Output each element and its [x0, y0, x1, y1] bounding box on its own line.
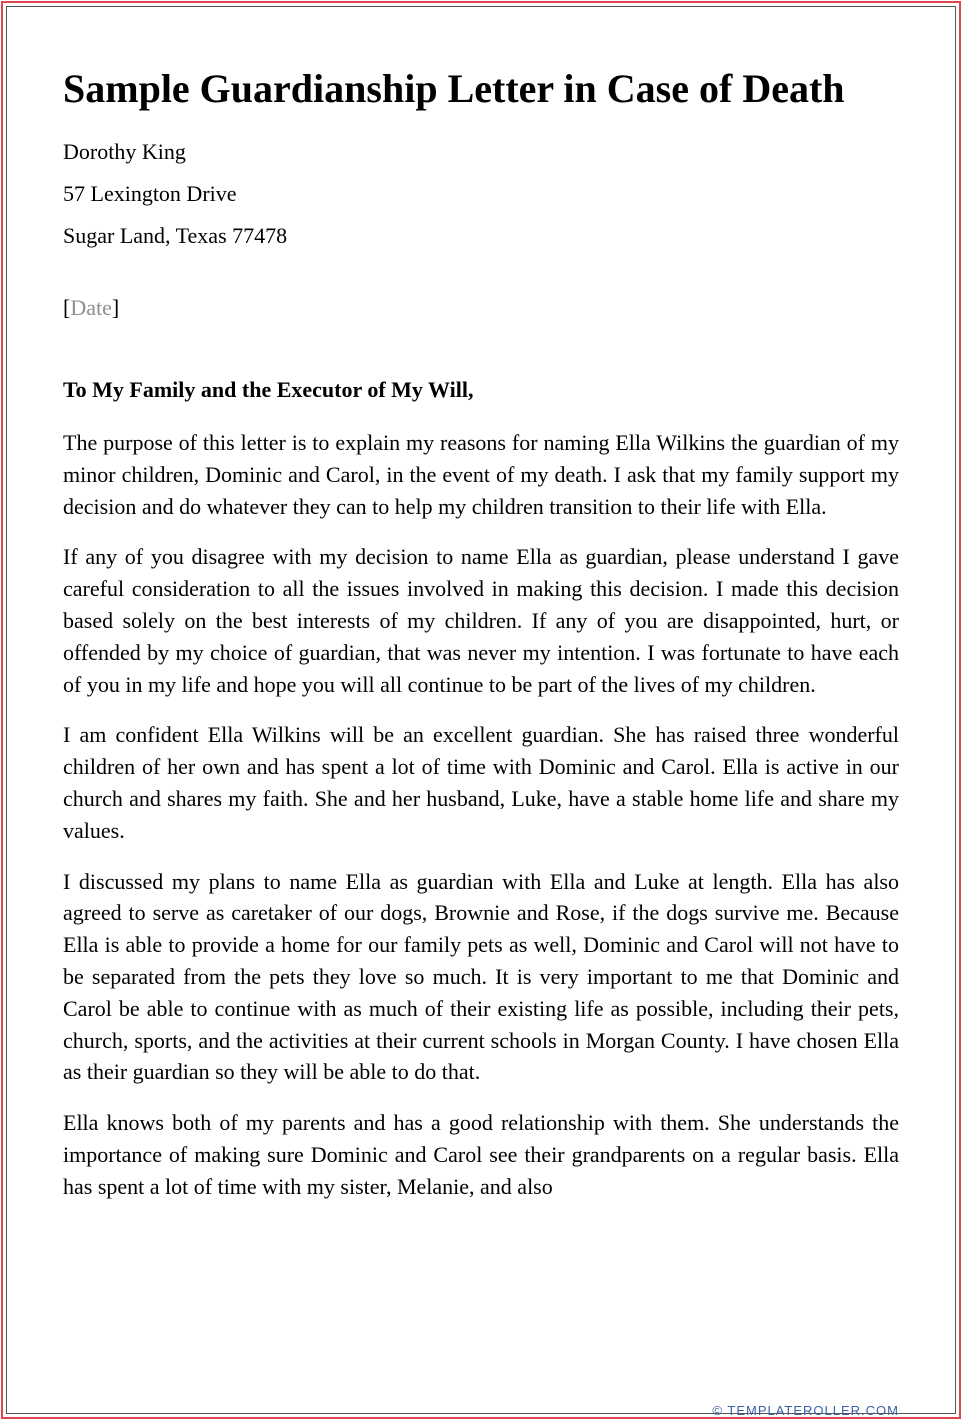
- body-paragraph: The purpose of this letter is to explain my reasons for naming Ella Wilkins the guardian of my minor children, Dominic and Carol, in the event of my death. I ask that my family support my decision and do whatever they can to help my children transition to their life with Ella.: [63, 430, 899, 519]
- date-close-bracket: ]: [111, 295, 120, 320]
- sender-city-state-zip: Sugar Land, Texas 77478: [63, 223, 288, 248]
- document-title: Sample Guardianship Letter in Case of Death: [63, 66, 845, 111]
- salutation: To My Family and the Executor of My Will,: [63, 377, 474, 402]
- letter-body: [63, 427, 899, 1222]
- body-paragraph: Ella knows both of my parents and has a good relationship with them. She understands the importance of making sure Dominic and Carol see their grandparents on a regular basis. Ella has spent a lot of time with my sister, Melanie, and also: [63, 1110, 899, 1199]
- sender-street: 57 Lexington Drive: [63, 181, 237, 206]
- body-paragraph: If any of you disagree with my decision to name Ella as guardian, please understand I gave careful consideration to all the issues involved in making this decision. I made this decision based solely on the best interests of my children. If any of you are disappointed, hurt, or offended by my choice of guardian, that was never my intention. I was fortunate to have each of you in my life and hope you will all continue to be part of the lives of my children.: [63, 544, 899, 697]
- body-paragraph: I discussed my plans to name Ella as guardian with Ella and Luke at length. Ella has also agreed to serve as caretaker of our dogs, Brownie and Rose, if the dogs survive me. Because Ella is able to provide a home for our family pets as well, Dominic and Carol will not have to be separated from the pets they love so much. It is very important to me that Dominic and Carol be able to continue with as much of their existing life as possible, including their pets, church, sports, and the activities at their current schools in Morgan County. I have chosen Ella as their guardian so they will be able to do that.: [63, 868, 899, 1085]
- sender-name: Dorothy King: [63, 139, 186, 164]
- sender-address-block: [63, 136, 287, 262]
- date-field: [63, 292, 119, 324]
- copyright-footer: © TEMPLATEROLLER.COM: [712, 1403, 899, 1418]
- date-placeholder: Date: [70, 295, 112, 320]
- date-open-bracket: [: [63, 295, 71, 320]
- body-paragraph: I am confident Ella Wilkins will be an excellent guardian. She has raised three wonderful children of her own and has spent a lot of time with Dominic and Carol. Ella is active in our church and shares my faith. She and her husband, Luke, have a stable home life and share my values.: [63, 722, 899, 843]
